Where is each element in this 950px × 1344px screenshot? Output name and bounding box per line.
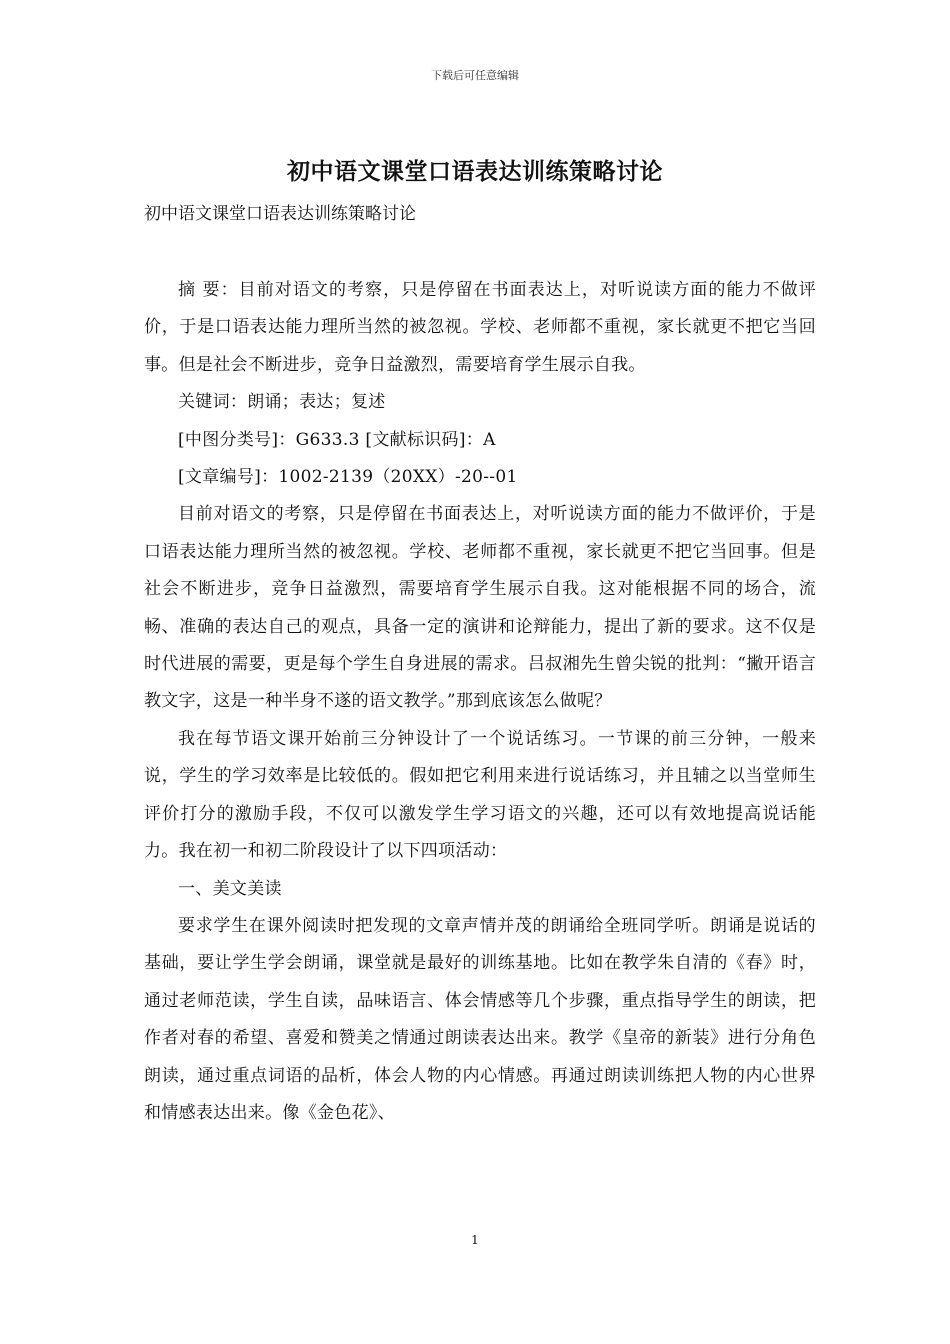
body-paragraph: 目前对语文的考察，只是停留在书面表达上，对听说读方面的能力不做评价，于是口语表达能力理所当然的被忽视。学校、老师都不重视，家长就更不把它当回事。但是社会不断进步，竞争日益激烈，需要培育学生展示自我。这对能根据不同的场合，流畅、准确的表达自己的观点，具备一定的演讲和论辩能力，提出了新的要求。这不仅是时代进展的需要，更是每个学生自身进展的需求。吕叔湘先生曾尖锐的批判：“撇开语言教文字，这是一种半身不遂的语文教学。”那到底该怎么做呢？ — [144, 504, 816, 712]
abstract-paragraph: 摘 要：目前对语文的考察，只是停留在书面表达上，对听说读方面的能力不做评价，于是口语表达能力理所当然的被忽视。学校、老师都不重视，家长就更不把它当回事。但是社会不断进步，竞争日益激烈，需要培育学生展示自我。 — [144, 280, 816, 375]
article-number-line: [文章编号]：1002-2139（20XX）-20--01 — [178, 467, 518, 488]
document-title: 初中语文课堂口语表达训练策略讨论 — [287, 159, 663, 185]
body-paragraph: 我在每节语文课开始前三分钟设计了一个说话练习。一节课的前三分钟，一般来说，学生的学习效率是比较低的。假如把它利用来进行说话练习，并且辅之以当堂师生评价打分的激励手段，不仅可以激发学生学习语文的兴趣，还可以有效地提高说话能力。我在初一和初二阶段设计了以下四项活动： — [144, 728, 816, 862]
page-number: 1 — [471, 1233, 479, 1247]
keywords-line: 关键词：朗诵；表达；复述 — [178, 392, 386, 413]
page-header: 下载后可任意编辑 — [431, 69, 519, 82]
document-subtitle: 初中语文课堂口语表达训练策略讨论 — [144, 204, 416, 224]
section-heading: 一、美文美读 — [178, 878, 282, 899]
document-body — [144, 272, 816, 1132]
classification-line: [中图分类号]：G633.3 [文献标识码]：A — [178, 429, 496, 450]
body-paragraph: 要求学生在课外阅读时把发现的文章声情并茂的朗诵给全班同学听。朗诵是说话的基础，要让学生学会朗诵，课堂就是最好的训练基地。比如在教学朱自清的《春》时，通过老师范读，学生自读，品味语言、体会情感等几个步骤，重点指导学生的朗读，把作者对春的希望、喜爱和赞美之情通过朗读表达出来。教学《皇帝的新装》进行分角色朗读，通过重点词语的品析，体会人物的内心情感。再通过朗读训练把人物的内心世界和情感表达出来。像《金色花》、 — [144, 915, 816, 1123]
